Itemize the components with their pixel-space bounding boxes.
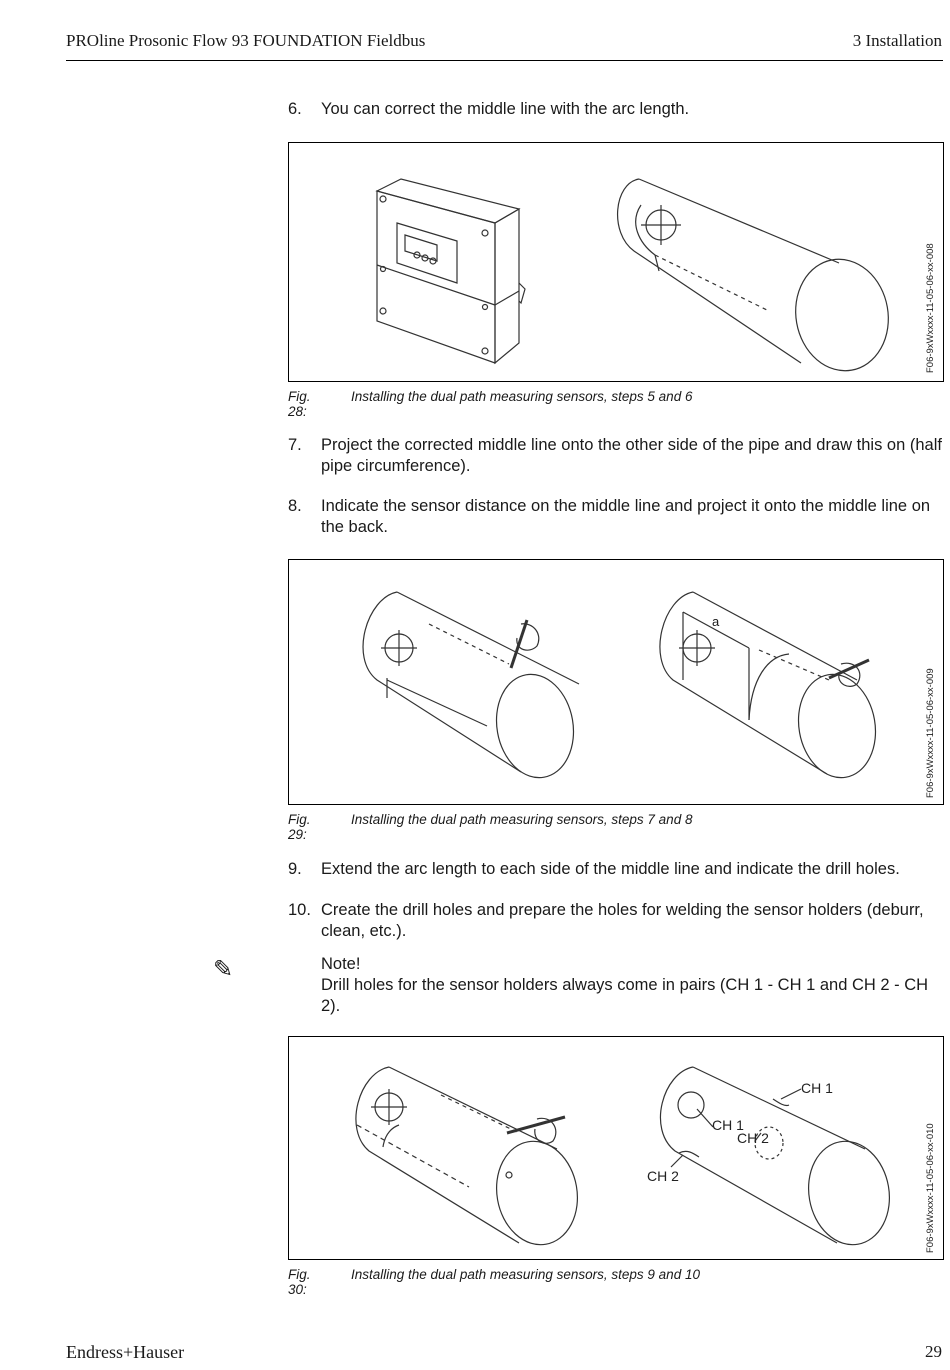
pipe-drawing-fig30-left [356,1067,585,1251]
caption-number: Fig. 28: [288,389,311,419]
figure-29 [288,559,944,805]
figure-28 [288,142,944,382]
header-rule [66,60,943,61]
step-text: Project the corrected middle line onto the other side of the pipe and draw this on (half pipe circumference). [321,436,942,475]
figure-code: F06-9xWxxxx-11-05-06-xx-009 [925,668,936,798]
pipe-drawing-fig29-left [363,592,581,784]
running-header-section: 3 Installation [852,31,942,50]
figure-28-drawing [289,143,943,381]
figure-30-drawing [289,1037,943,1259]
step-number: 10. [288,901,311,919]
step-text: Indicate the sensor distance on the middle line and project it onto the middle line on the back. [321,497,931,536]
figure-30 [288,1036,944,1260]
note-title: Note! [321,955,361,973]
step-number: 7. [288,436,302,454]
step-text: Extend the arc length to each side of the middle line and indicate the drill holes. [321,860,900,878]
label-ch2-mid: CH 2 [737,1130,769,1146]
figure-code: F06-9xWxxxx-11-05-06-xx-008 [925,243,936,373]
running-header-title: PROline Prosonic Flow 93 FOUNDATION Fieldbus [66,31,426,50]
pencil-icon: ✎ [213,956,234,983]
label-ch1-top: CH 1 [801,1080,833,1096]
step-text: You can correct the middle line with the arc length. [321,100,690,118]
pipe-drawing-fig30-right [660,1067,897,1251]
note [321,954,941,1017]
figure-29-drawing [289,560,943,804]
step-text: Create the drill holes and prepare the holes for welding the sensor holders (deburr, clean, etc.). [321,901,924,940]
step-number: 8. [288,497,302,515]
pipe-drawing-fig28 [618,179,897,378]
caption-text: Installing the dual path measuring sensors, steps 7 and 8 [351,812,693,827]
brand-footer: Endress+Hauser [66,1342,185,1362]
page-number: 29 [925,1342,942,1361]
caption-text: Installing the dual path measuring sensors, steps 9 and 10 [351,1267,700,1282]
step-number: 9. [288,860,302,878]
label-a: a [712,614,720,629]
caption-text: Installing the dual path measuring sensors, steps 5 and 6 [351,389,693,404]
transmitter-housing-drawing [377,179,525,363]
figure-code: F06-9xWxxxx-11-05-06-xx-010 [925,1123,936,1253]
pipe-drawing-fig29-right [660,592,884,784]
caption-number: Fig. 30: [288,1267,311,1297]
label-ch2-bottom: CH 2 [647,1168,679,1184]
step-number: 6. [288,100,302,118]
label-ch1-mid: CH 1 [712,1117,744,1133]
caption-number: Fig. 29: [288,812,311,842]
note-text: Drill holes for the sensor holders always come in pairs (CH 1 - CH 1 and CH 2 - CH 2). [321,976,929,1015]
